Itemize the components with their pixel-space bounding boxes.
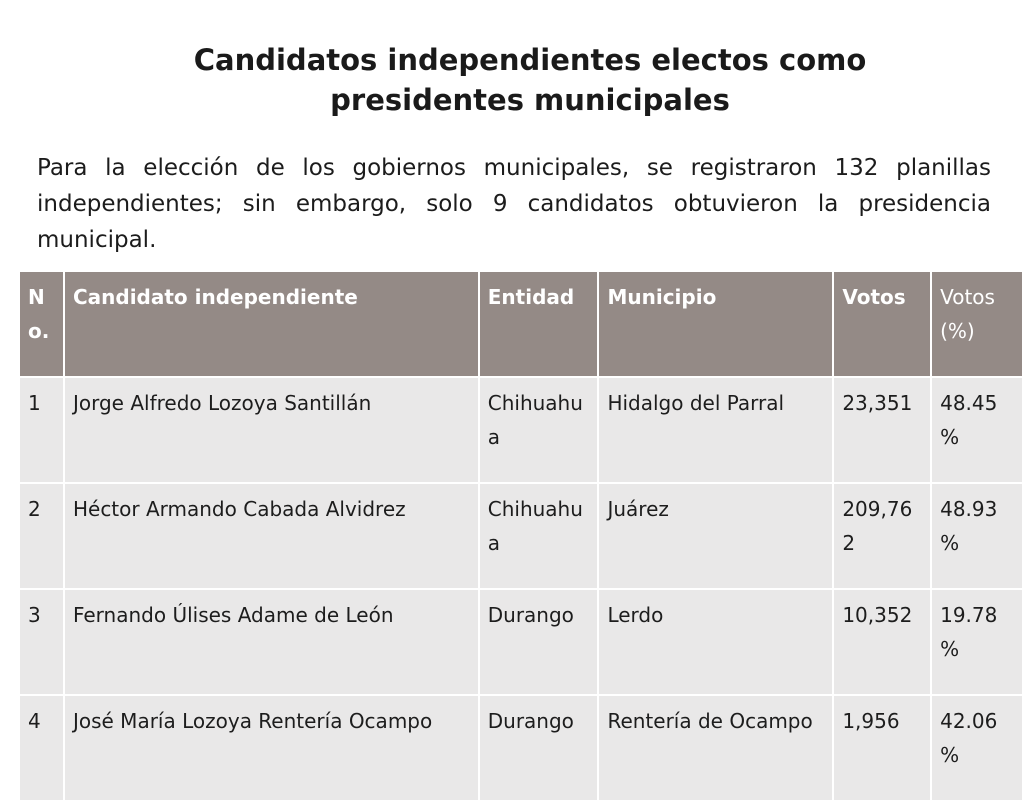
cell-municipio: Rentería de Ocampo	[598, 695, 833, 801]
cell-candidato: Jorge Alfredo Lozoya Santillán	[64, 377, 479, 483]
intro-paragraph: Para la elección de los gobiernos municipales, se registraron 132 planillas independientes; sin embargo, solo 9 candidatos obtuvieron la presidencia municipal.	[37, 155, 991, 253]
cell-votos: 1,956	[833, 695, 931, 801]
cell-no: 4	[19, 695, 64, 801]
cell-candidato: Fernando Úlises Adame de León	[64, 589, 479, 695]
title-line-1: Candidatos independientes electos como	[193, 43, 867, 77]
table-row	[19, 377, 1023, 483]
cell-candidato: Héctor Armando Cabada Alvidrez	[64, 483, 479, 589]
cell-no: 2	[19, 483, 64, 589]
cell-entidad: Durango	[479, 695, 599, 801]
cell-entidad: Durango	[479, 589, 599, 695]
table-header-row	[19, 271, 1023, 377]
cell-votos: 209,762	[833, 483, 931, 589]
header-votos-pct	[931, 271, 1023, 377]
cell-votos: 23,351	[833, 377, 931, 483]
cell-votos-pct: 48.45 %	[931, 377, 1023, 483]
header-candidato: Candidato independiente	[64, 271, 479, 377]
cell-entidad: Chihuahua	[479, 483, 599, 589]
header-entidad: Entidad	[479, 271, 599, 377]
cell-entidad: Chihuahua	[479, 377, 599, 483]
candidates-table	[18, 270, 1024, 802]
cell-no: 3	[19, 589, 64, 695]
title-line-2: presidentes municipales	[330, 83, 730, 117]
header-municipio: Municipio	[598, 271, 833, 377]
cell-votos: 10,352	[833, 589, 931, 695]
cell-votos-pct: 42.06 %	[931, 695, 1023, 801]
header-no: No.	[19, 271, 64, 377]
cell-municipio: Lerdo	[598, 589, 833, 695]
header-votos: Votos	[833, 271, 931, 377]
table-row	[19, 695, 1023, 801]
cell-municipio: Hidalgo del Parral	[598, 377, 833, 483]
cell-municipio: Juárez	[598, 483, 833, 589]
cell-votos-pct: 48.93 %	[931, 483, 1023, 589]
cell-votos-pct: 19.78 %	[931, 589, 1023, 695]
header-votos-pct-label: Votos (%)	[940, 285, 995, 343]
table-row	[19, 483, 1023, 589]
table-row	[19, 589, 1023, 695]
cell-candidato: José María Lozoya Rentería Ocampo	[64, 695, 479, 801]
slide-title	[130, 40, 930, 120]
cell-no: 1	[19, 377, 64, 483]
